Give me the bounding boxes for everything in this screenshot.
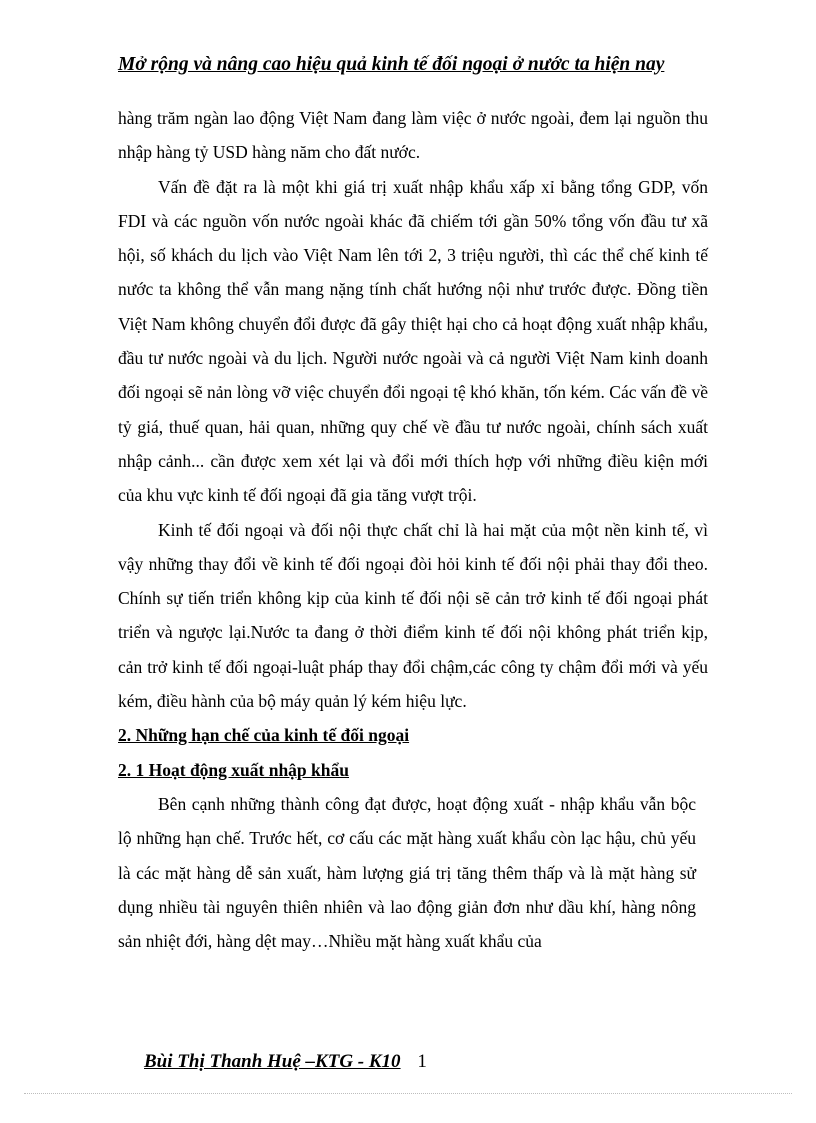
subsection-heading-text: 2. 1 Hoạt động xuất nhập khẩu — [118, 759, 349, 780]
section-heading-text: 2. Những hạn chế của kinh tế đối ngoại — [118, 725, 410, 746]
page-header-title: Mở rộng và nâng cao hiệu quả kinh tế đối ngoại ở nước ta hiện nay — [118, 54, 665, 75]
page-footer — [144, 1051, 427, 1073]
paragraph: Bên cạnh những thành công đạt được, hoạt động xuất - nhập khẩu vẫn bộc lộ những hạn chế. Trước hết, cơ cấu các mặt hàng xuất khẩu còn lạc hậu, chủ yếu là các mặt hàng dễ sản xuất, hàm lượng giá trị tăng thêm thấp và là mặt hàng sử dụng nhiều tài nguyên thiên nhiên và lao động giản đơn như dầu khí, hàng nông sản nhiệt đới, hàng dệt may…Nhiều mặt hàng xuất khẩu của — [118, 793, 696, 952]
paragraph: Kinh tế đối ngoại và đối nội thực chất chỉ là hai mặt của một nền kinh tế, vì vậy những thay đổi về kinh tế đối ngoại đòi hỏi kinh tế đối nội phải thay đổi theo. Chính sự tiến triển không kịp của kinh tế đối nội sẽ cản trở kinh tế đối ngoại phát triển và ngược lại.Nước ta đang ở thời điểm kinh tế đối nội không phát triển kịp, cản trở kinh tế đối ngoại-luật pháp thay đổi chậm,các công ty chậm đổi mới và yếu kém, điều hành của bộ máy quản lý kém hiệu lực. — [118, 519, 708, 712]
footer-author: Bùi Thị Thanh Huệ –KTG - K10 — [144, 1051, 401, 1072]
paragraph-continuation: hàng trăm ngàn lao động Việt Nam đang làm việc ở nước ngoài, đem lại nguồn thu nhập hàng tỷ USD hàng năm cho đất nước. — [118, 108, 708, 163]
subsection-heading — [118, 753, 708, 787]
page-number: 1 — [417, 1051, 427, 1072]
paragraph: Vấn đề đặt ra là một khi giá trị xuất nhập khẩu xấp xỉ bằng tổng GDP, vốn FDI và các nguồn vốn nước ngoài khác đã chiếm tới gần 50% tổng vốn đầu tư xã hội, số khách du lịch vào Việt Nam lên tới 2, 3 triệu người, thì các thể chế kinh tế nước ta không thể vẫn mang nặng tính chất hướng nội như trước được. Đồng tiền Việt Nam không chuyển đổi được đã gây thiệt hại cho cả hoạt động xuất nhập khẩu, đầu tư nước ngoài và du lịch. Người nước ngoài và cả người Việt Nam kinh doanh đối ngoại sẽ nản lòng vỡ việc chuyển đổi ngoại tệ khó khăn, tốn kém. Các vấn đề về tỷ giá, thuế quan, hải quan, những quy chế về đầu tư nước ngoài, chính sách xuất nhập cảnh... cần được xem xét lại và đổi mới thích hợp với những điều kiện mới của khu vực kinh tế đối ngoại đã gia tăng vượt trội. — [118, 176, 708, 506]
section-heading — [118, 718, 708, 752]
page-bottom-divider — [24, 1093, 792, 1094]
document-body — [118, 101, 708, 958]
